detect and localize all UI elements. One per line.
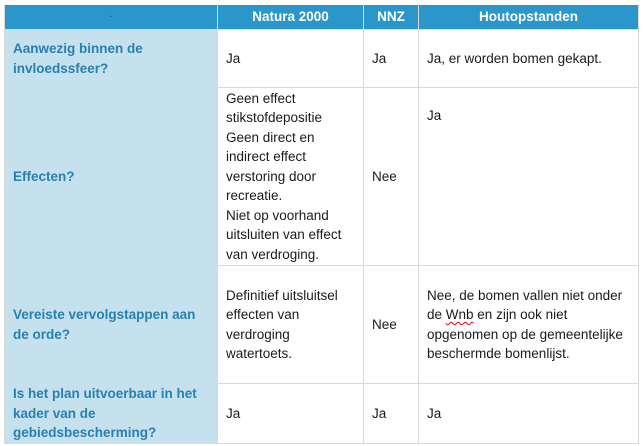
cell-nnz-vervolgstappen: Nee	[364, 266, 419, 384]
cell-natura-uitvoerbaar: Ja	[218, 384, 364, 444]
text-line: Geen direct en	[226, 129, 315, 145]
cell-natura-effecten	[218, 88, 364, 266]
header-corner-cell: ·	[5, 5, 218, 30]
text-line: recreatie.	[226, 188, 283, 204]
text-line: verdroging	[226, 326, 290, 342]
cell-hout-uitvoerbaar: Ja	[419, 384, 639, 444]
row-label-uitvoerbaar: Is het plan uitvoerbaar in het kader van de gebiedsbescherming?	[5, 384, 218, 444]
text-line: effecten van	[226, 307, 300, 322]
spellcheck-flagged-word: Wnb	[445, 307, 474, 322]
table-row	[5, 384, 639, 444]
header-natura-2000: Natura 2000	[218, 5, 364, 30]
text-line: verstoring door	[226, 168, 317, 184]
cell-natura-vervolgstappen	[218, 266, 364, 384]
cell-hout-vervolgstappen	[419, 266, 639, 384]
table-row	[5, 30, 639, 88]
cell-hout-aanwezig: Ja, er worden bomen gekapt.	[419, 30, 639, 88]
header-houtopstanden: Houtopstanden	[419, 5, 639, 30]
cell-natura-aanwezig: Ja	[218, 30, 364, 88]
text-line: van verdroging.	[226, 246, 320, 262]
table-header-row	[5, 5, 639, 30]
cell-nnz-effecten: Nee	[364, 88, 419, 266]
text-line: watertoets.	[226, 346, 293, 361]
text-line: uitsluiten van effect	[226, 227, 342, 243]
text-line: indirect effect	[226, 149, 307, 165]
table-row	[5, 266, 639, 384]
cell-hout-effecten: Ja	[419, 88, 639, 266]
assessment-table	[4, 4, 639, 444]
table-row	[5, 88, 639, 266]
text-line: Geen effect	[226, 90, 296, 106]
assessment-table-wrapper	[4, 4, 639, 444]
row-label-effecten: Effecten?	[5, 88, 218, 266]
hout-text-after: en zijn ook niet opgenomen op de gemeentelijke beschermde bomenlijst.	[427, 307, 623, 361]
cell-nnz-aanwezig: Ja	[364, 30, 419, 88]
text-line: Definitief uitsluitsel	[226, 287, 338, 303]
row-label-aanwezig: Aanwezig binnen de invloedssfeer?	[5, 30, 218, 88]
hout-text-before: Nee, de bomen vallen niet onder de	[427, 287, 623, 322]
row-label-vervolgstappen: Vereiste vervolgstappen aan de orde?	[5, 266, 218, 384]
cell-nnz-uitvoerbaar: Ja	[364, 384, 419, 444]
text-line: Niet op voorhand	[226, 207, 329, 223]
header-nnz: NNZ	[364, 5, 419, 30]
text-line: stikstofdepositie	[226, 110, 323, 126]
